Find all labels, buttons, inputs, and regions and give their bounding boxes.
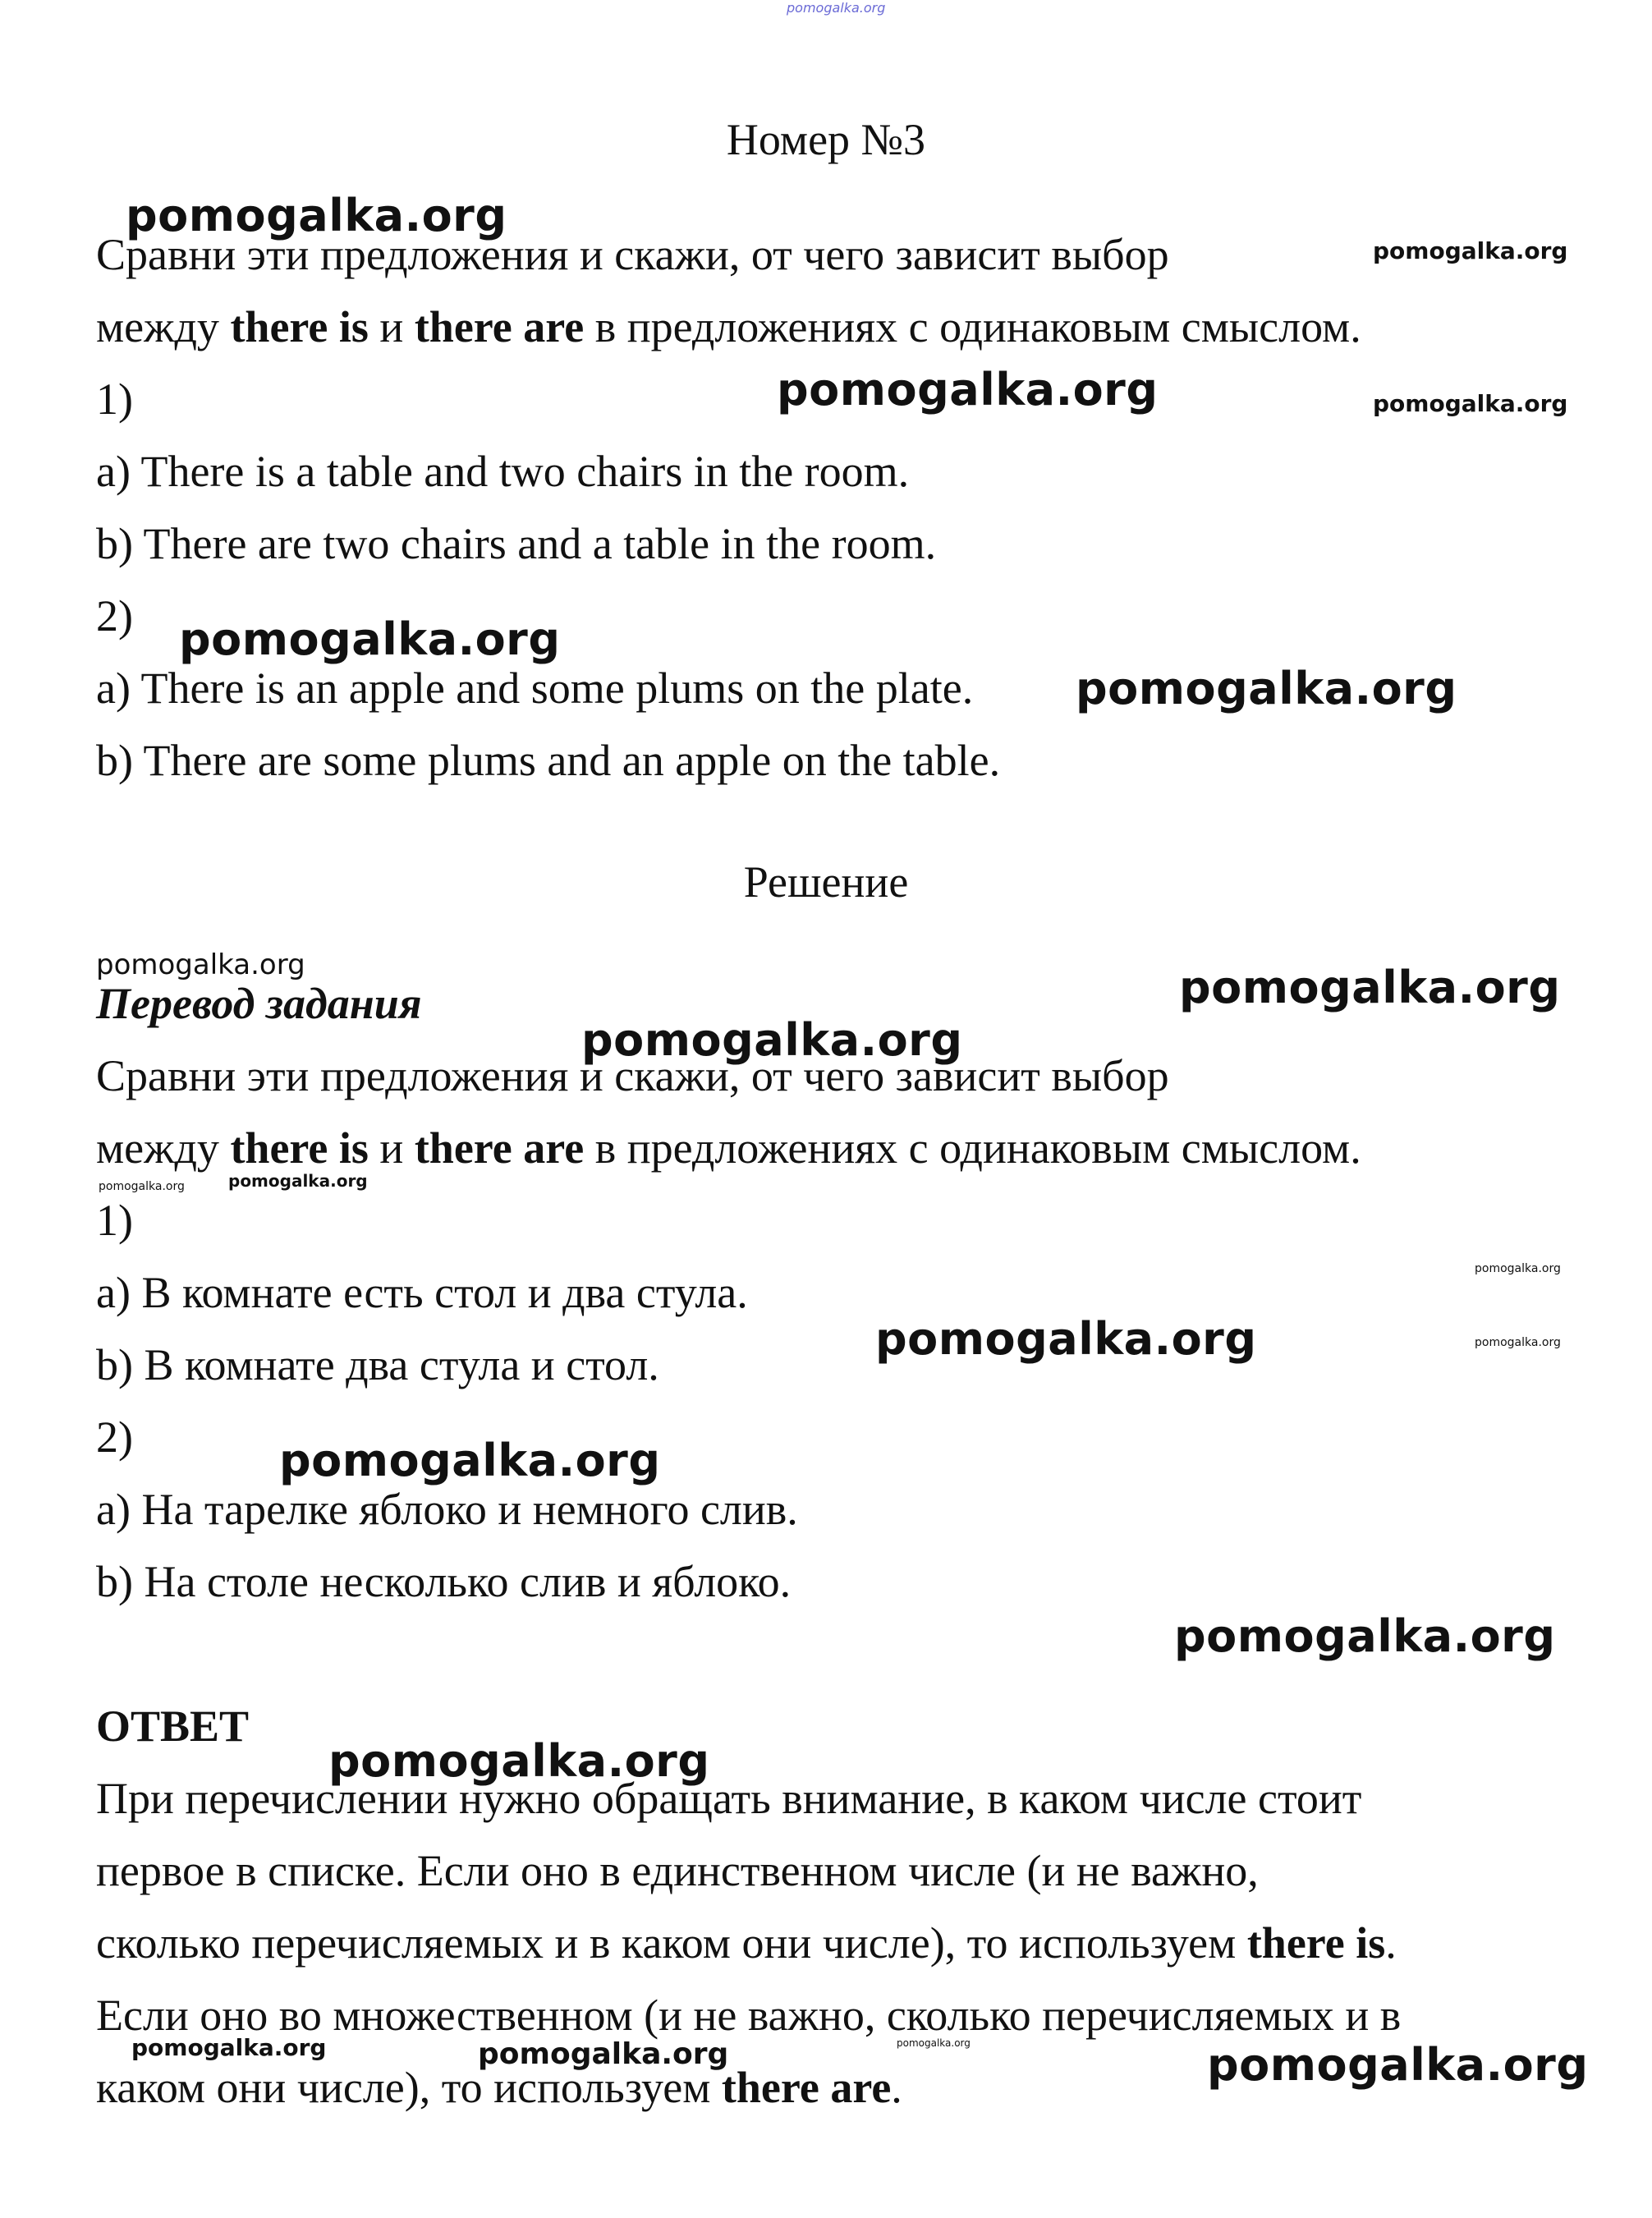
translation-line-2: [96, 1122, 1361, 1174]
watermark: pomogalka.org: [581, 1014, 963, 1066]
watermark: pomogalka.org: [96, 948, 305, 981]
watermark: pomogalka.org: [179, 613, 561, 665]
text: каком они числе), то используем: [96, 2063, 722, 2112]
watermark: pomogalka.org: [228, 1171, 368, 1191]
term-there-are: there are: [721, 2063, 892, 2112]
text: .: [1385, 1918, 1397, 1968]
watermark: pomogalka.org: [897, 2037, 971, 2049]
answer-line-1: При перечислении нужно обращать внимание, в каком числе стоит: [96, 1774, 1362, 1823]
translation-heading: Перевод задания: [96, 979, 422, 1028]
task-line-1: Сравни эти предложения и скажи, от чего зависит выбор: [96, 230, 1169, 279]
answer-line-3: [96, 1917, 1397, 1969]
translation-sentence-1b: b) В комнате два стула и стол.: [96, 1340, 659, 1389]
translation-sentence-2a: a) На тарелке яблоко и немного слив.: [96, 1485, 798, 1534]
answer-line-2: первое в списке. Если оно в единственном числе (и не важно,: [96, 1846, 1259, 1895]
item-number-2: 2): [96, 591, 133, 641]
translation-item-number-1: 1): [96, 1196, 133, 1245]
watermark: pomogalka.org: [279, 1435, 661, 1486]
text: сколько перечисляемых и в каком они числе), то используем: [96, 1918, 1247, 1968]
term-there-are: there are: [414, 1123, 585, 1173]
watermark: pomogalka.org: [131, 2034, 327, 2061]
task-line-2: [96, 301, 1361, 353]
text: в предложениях с одинаковым смыслом.: [584, 1123, 1361, 1173]
answer-line-4: Если оно во множественном (и не важно, сколько перечисляемых и в: [96, 1991, 1402, 2040]
watermark: pomogalka.org: [478, 2037, 729, 2071]
term-there-are: there are: [414, 302, 585, 351]
sentence-1b: b) There are two chairs and a table in the room.: [96, 519, 937, 568]
sentence-1a: a) There is a table and two chairs in the room.: [96, 447, 910, 496]
watermark: pomogalka.org: [1475, 1262, 1561, 1275]
sentence-2a: a) There is an apple and some plums on the plate.: [96, 664, 974, 713]
page-title: Номер №3: [726, 115, 926, 164]
answer-heading: ОТВЕТ: [96, 1701, 250, 1751]
text: в предложениях с одинаковым смыслом.: [584, 302, 1361, 351]
translation-item-number-2: 2): [96, 1412, 133, 1462]
text: .: [891, 2063, 902, 2112]
watermark: pomogalka.org: [1207, 2039, 1589, 2091]
watermark: pomogalka.org: [1475, 1336, 1561, 1349]
watermark: pomogalka.org: [1373, 390, 1568, 417]
watermark: pomogalka.org: [126, 190, 507, 241]
text: между: [96, 302, 231, 351]
translation-sentence-2b: b) На столе несколько слив и яблоко.: [96, 1557, 792, 1606]
translation-sentence-1a: a) В комнате есть стол и два стула.: [96, 1268, 748, 1317]
watermark: pomogalka.org: [1179, 962, 1561, 1013]
watermark: pomogalka.org: [328, 1735, 710, 1787]
watermark: pomogalka.org: [777, 364, 1159, 416]
watermark: pomogalka.org: [99, 1180, 185, 1193]
term-there-is: there is: [230, 1123, 369, 1173]
watermark: pomogalka.org: [875, 1313, 1257, 1365]
watermark: pomogalka.org: [1076, 663, 1457, 714]
solution-title: Решение: [743, 857, 909, 907]
sentence-2b: b) There are some plums and an apple on the table.: [96, 736, 1001, 785]
term-there-is: there is: [1246, 1918, 1386, 1968]
text: и: [368, 1123, 415, 1173]
watermark: pomogalka.org: [1373, 237, 1568, 264]
text: между: [96, 1123, 231, 1173]
translation-line-1: Сравни эти предложения и скажи, от чего зависит выбор: [96, 1051, 1169, 1100]
watermark: pomogalka.org: [787, 0, 886, 16]
watermark: pomogalka.org: [1174, 1610, 1556, 1662]
item-number-1: 1): [96, 374, 133, 424]
term-there-is: there is: [230, 302, 369, 351]
text: и: [368, 302, 415, 351]
